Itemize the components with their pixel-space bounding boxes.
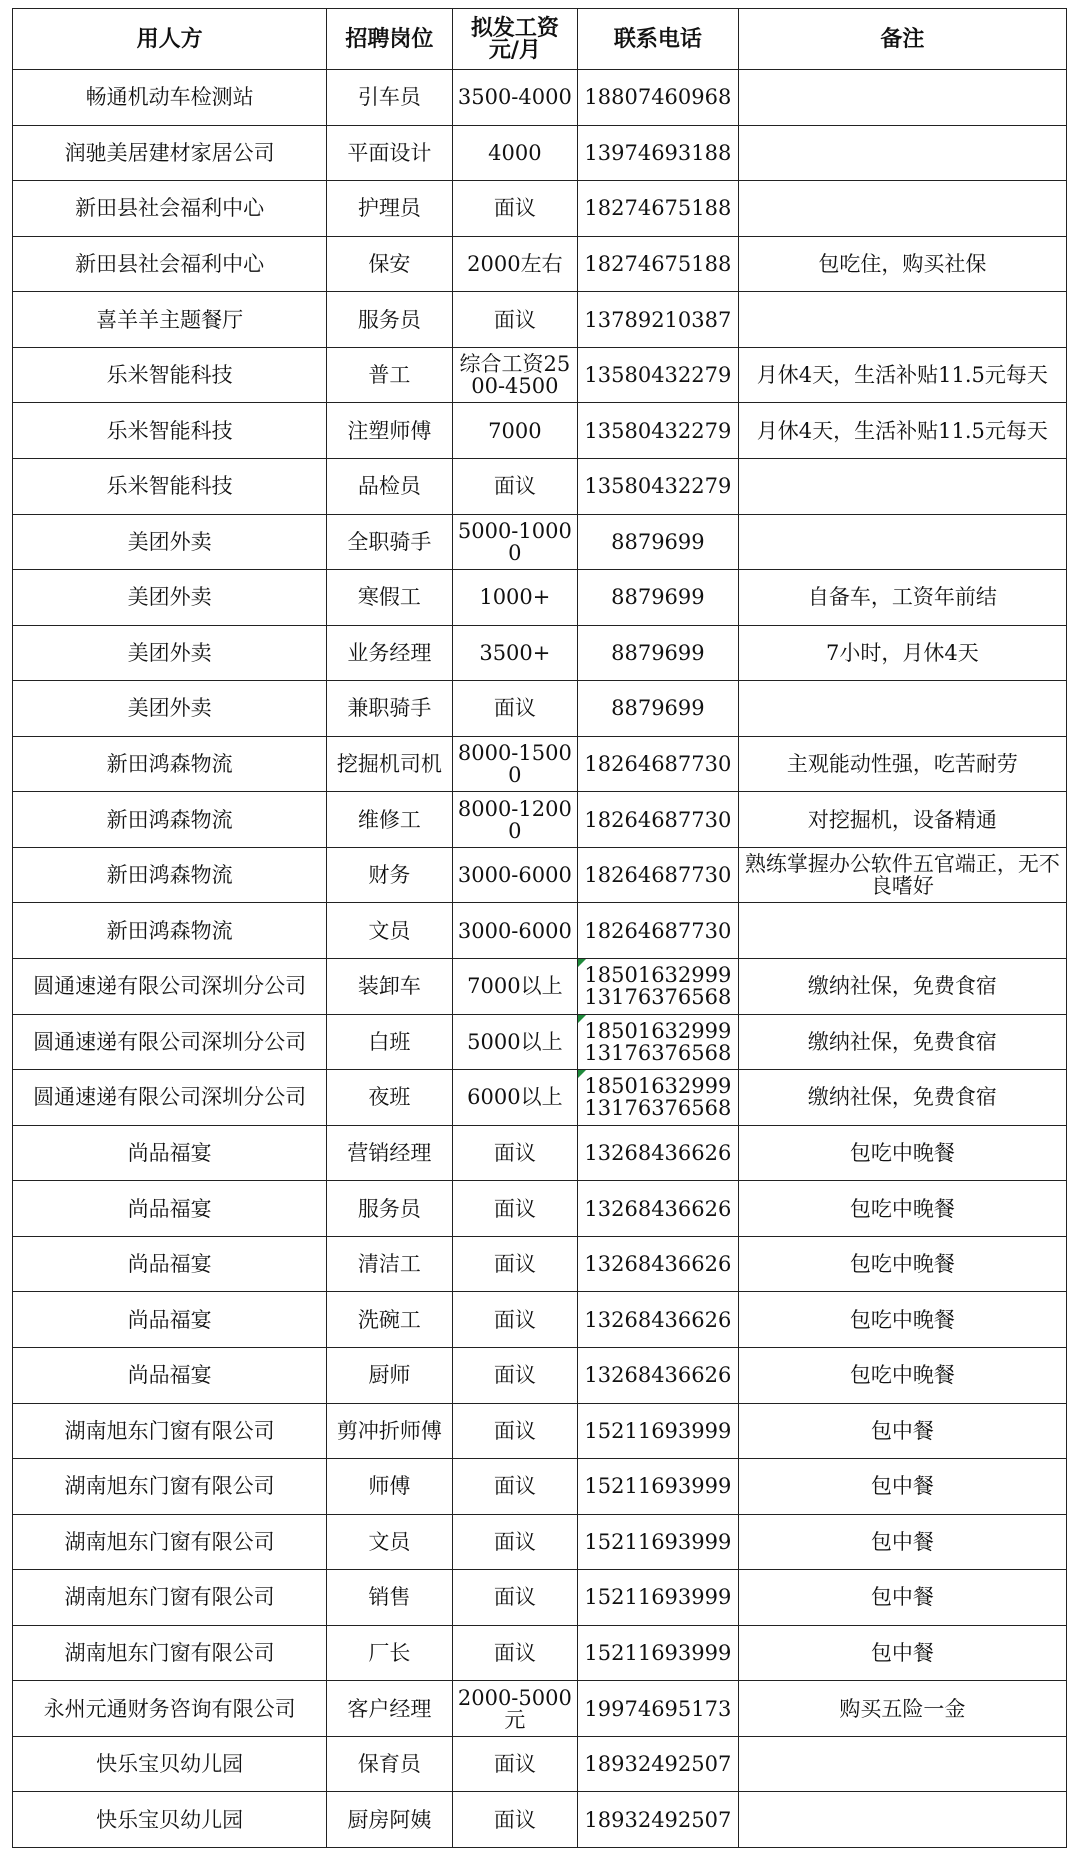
cell-phone: 15211693999: [578, 1570, 739, 1626]
cell-employer: 新田鸿森物流: [13, 792, 327, 848]
cell-position: 业务经理: [327, 625, 452, 681]
cell-employer: 尚品福宴: [13, 1125, 327, 1181]
cell-phone: 18264687730: [578, 736, 739, 792]
cell-position: 财务: [327, 847, 452, 903]
cell-position: 文员: [327, 903, 452, 959]
cell-position: 白班: [327, 1014, 452, 1070]
cell-phone: 8879699: [578, 681, 739, 737]
cell-salary: 4000: [452, 125, 577, 181]
cell-position: 注塑师傅: [327, 403, 452, 459]
cell-note: [738, 514, 1066, 570]
cell-phone: 8879699: [578, 514, 739, 570]
cell-note: 缴纳社保，免费食宿: [738, 1014, 1066, 1070]
table-row: [13, 292, 1067, 348]
cell-phone: 13580432279: [578, 347, 739, 403]
table-row: [13, 625, 1067, 681]
cell-salary: 面议: [452, 1792, 577, 1848]
cell-employer: 乐米智能科技: [13, 458, 327, 514]
table-row: [13, 125, 1067, 181]
table-row: [13, 1125, 1067, 1181]
cell-position: 营销经理: [327, 1125, 452, 1181]
cell-phone: 18274675188: [578, 236, 739, 292]
cell-phone: 19974695173: [578, 1681, 739, 1737]
cell-note: 对挖掘机，设备精通: [738, 792, 1066, 848]
cell-position: 保安: [327, 236, 452, 292]
cell-phone: 18932492507: [578, 1736, 739, 1792]
cell-position: 兼职骑手: [327, 681, 452, 737]
cell-employer: 美团外卖: [13, 514, 327, 570]
cell-note: 自备车，工资年前结: [738, 570, 1066, 626]
cell-salary: 面议: [452, 181, 577, 237]
cell-phone: 18501632999 13176376568: [578, 1014, 739, 1070]
cell-note: [738, 181, 1066, 237]
cell-phone: 18264687730: [578, 792, 739, 848]
cell-salary: 面议: [452, 681, 577, 737]
cell-position: 护理员: [327, 181, 452, 237]
cell-employer: 美团外卖: [13, 570, 327, 626]
cell-employer: 喜羊羊主题餐厅: [13, 292, 327, 348]
table-row: [13, 792, 1067, 848]
cell-phone: 18501632999 13176376568: [578, 1070, 739, 1126]
cell-note: [738, 292, 1066, 348]
cell-phone: 8879699: [578, 625, 739, 681]
table-row: [13, 1736, 1067, 1792]
table-row: [13, 70, 1067, 126]
cell-phone: 18932492507: [578, 1792, 739, 1848]
cell-salary: 2000左右: [452, 236, 577, 292]
header-employer: 用人方: [13, 9, 327, 70]
cell-note: 购买五险一金: [738, 1681, 1066, 1737]
cell-salary: 8000-12000: [452, 792, 577, 848]
cell-employer: 畅通机动车检测站: [13, 70, 327, 126]
table-row: [13, 847, 1067, 903]
table-row: [13, 458, 1067, 514]
cell-salary: 6000以上: [452, 1070, 577, 1126]
cell-salary: 面议: [452, 1570, 577, 1626]
cell-position: 文员: [327, 1514, 452, 1570]
cell-phone: 18501632999 13176376568: [578, 959, 739, 1015]
cell-position: 客户经理: [327, 1681, 452, 1737]
table-row: [13, 570, 1067, 626]
cell-phone: 13268436626: [578, 1125, 739, 1181]
cell-employer: 圆通速递有限公司深圳分公司: [13, 959, 327, 1015]
cell-phone: 13580432279: [578, 403, 739, 459]
cell-note: 包吃中晚餐: [738, 1181, 1066, 1237]
header-position: 招聘岗位: [327, 9, 452, 70]
cell-employer: 润驰美居建材家居公司: [13, 125, 327, 181]
header-note: 备注: [738, 9, 1066, 70]
cell-position: 维修工: [327, 792, 452, 848]
cell-note: [738, 681, 1066, 737]
cell-note: 包吃中晚餐: [738, 1236, 1066, 1292]
table-row: [13, 1236, 1067, 1292]
cell-employer: 新田县社会福利中心: [13, 181, 327, 237]
cell-employer: 美团外卖: [13, 681, 327, 737]
cell-position: 厨师: [327, 1347, 452, 1403]
cell-salary: 面议: [452, 1347, 577, 1403]
cell-position: 保育员: [327, 1736, 452, 1792]
cell-note: 包中餐: [738, 1570, 1066, 1626]
cell-position: 销售: [327, 1570, 452, 1626]
cell-phone: 13580432279: [578, 458, 739, 514]
cell-position: 服务员: [327, 292, 452, 348]
cell-phone: 13268436626: [578, 1347, 739, 1403]
cell-salary: 3000-6000: [452, 903, 577, 959]
cell-note: 包吃住，购买社保: [738, 236, 1066, 292]
cell-salary: 面议: [452, 1625, 577, 1681]
table-row: [13, 514, 1067, 570]
cell-employer: 尚品福宴: [13, 1181, 327, 1237]
table-header-row: [13, 9, 1067, 70]
cell-phone: 13974693188: [578, 125, 739, 181]
cell-employer: 尚品福宴: [13, 1347, 327, 1403]
table-row: [13, 1292, 1067, 1348]
table-row: [13, 959, 1067, 1015]
table-row: [13, 403, 1067, 459]
cell-employer: 永州元通财务咨询有限公司: [13, 1681, 327, 1737]
table-row: [13, 1681, 1067, 1737]
cell-phone: 13789210387: [578, 292, 739, 348]
cell-employer: 新田鸿森物流: [13, 903, 327, 959]
header-salary-line1: 拟发工资: [470, 15, 559, 41]
cell-note: 月休4天，生活补贴11.5元每天: [738, 403, 1066, 459]
cell-employer: 新田鸿森物流: [13, 847, 327, 903]
header-salary: [452, 9, 577, 70]
cell-phone: 18274675188: [578, 181, 739, 237]
table-row: [13, 1625, 1067, 1681]
cell-phone: 15211693999: [578, 1514, 739, 1570]
cell-salary: 8000-15000: [452, 736, 577, 792]
cell-employer: 乐米智能科技: [13, 403, 327, 459]
cell-salary: 面议: [452, 1514, 577, 1570]
cell-note: 包中餐: [738, 1514, 1066, 1570]
cell-employer: 圆通速递有限公司深圳分公司: [13, 1070, 327, 1126]
cell-employer: 湖南旭东门窗有限公司: [13, 1625, 327, 1681]
table-row: [13, 681, 1067, 737]
cell-employer: 湖南旭东门窗有限公司: [13, 1514, 327, 1570]
table-row: [13, 903, 1067, 959]
table-row: [13, 1403, 1067, 1459]
table-row: [13, 1347, 1067, 1403]
table-row: [13, 1181, 1067, 1237]
cell-employer: 湖南旭东门窗有限公司: [13, 1570, 327, 1626]
cell-salary: 面议: [452, 1459, 577, 1515]
cell-phone: 18264687730: [578, 903, 739, 959]
cell-employer: 湖南旭东门窗有限公司: [13, 1459, 327, 1515]
cell-employer: 尚品福宴: [13, 1292, 327, 1348]
cell-position: 厂长: [327, 1625, 452, 1681]
cell-phone: 15211693999: [578, 1459, 739, 1515]
cell-note: 熟练掌握办公软件五官端正，无不良嗜好: [738, 847, 1066, 903]
cell-position: 师傅: [327, 1459, 452, 1515]
cell-employer: 新田县社会福利中心: [13, 236, 327, 292]
cell-position: 全职骑手: [327, 514, 452, 570]
cell-note: [738, 903, 1066, 959]
cell-phone: 13268436626: [578, 1236, 739, 1292]
cell-salary: 面议: [452, 1403, 577, 1459]
cell-position: 服务员: [327, 1181, 452, 1237]
header-salary-line2: 元/月: [488, 37, 541, 63]
cell-note: [738, 1792, 1066, 1848]
cell-employer: 快乐宝贝幼儿园: [13, 1736, 327, 1792]
cell-position: 装卸车: [327, 959, 452, 1015]
cell-salary: 5000以上: [452, 1014, 577, 1070]
cell-note: [738, 70, 1066, 126]
cell-phone: 18264687730: [578, 847, 739, 903]
cell-employer: 快乐宝贝幼儿园: [13, 1792, 327, 1848]
cell-employer: 美团外卖: [13, 625, 327, 681]
cell-note: 缴纳社保，免费食宿: [738, 1070, 1066, 1126]
cell-salary: 面议: [452, 458, 577, 514]
cell-salary: 面议: [452, 1236, 577, 1292]
cell-phone: 18807460968: [578, 70, 739, 126]
cell-salary: 面议: [452, 1125, 577, 1181]
cell-position: 剪冲折师傅: [327, 1403, 452, 1459]
cell-salary: 7000: [452, 403, 577, 459]
cell-position: 洗碗工: [327, 1292, 452, 1348]
cell-salary: 面议: [452, 1292, 577, 1348]
cell-position: 清洁工: [327, 1236, 452, 1292]
cell-employer: 湖南旭东门窗有限公司: [13, 1403, 327, 1459]
header-phone: 联系电话: [578, 9, 739, 70]
cell-salary: 3000-6000: [452, 847, 577, 903]
cell-phone: 13268436626: [578, 1292, 739, 1348]
cell-note: 包吃中晚餐: [738, 1125, 1066, 1181]
cell-employer: 尚品福宴: [13, 1236, 327, 1292]
cell-salary: 2000-5000元: [452, 1681, 577, 1737]
table-row: [13, 1070, 1067, 1126]
table-row: [13, 1014, 1067, 1070]
table-row: [13, 1514, 1067, 1570]
cell-salary: 3500+: [452, 625, 577, 681]
cell-phone: 8879699: [578, 570, 739, 626]
cell-phone: 15211693999: [578, 1625, 739, 1681]
cell-note: [738, 125, 1066, 181]
cell-employer: 圆通速递有限公司深圳分公司: [13, 1014, 327, 1070]
cell-salary: 综合工资2500-4500: [452, 347, 577, 403]
cell-note: [738, 1736, 1066, 1792]
cell-note: 包吃中晚餐: [738, 1347, 1066, 1403]
cell-position: 普工: [327, 347, 452, 403]
table-row: [13, 1792, 1067, 1848]
cell-note: 月休4天，生活补贴11.5元每天: [738, 347, 1066, 403]
cell-salary: 面议: [452, 1181, 577, 1237]
cell-note: [738, 458, 1066, 514]
cell-salary: 3500-4000: [452, 70, 577, 126]
cell-note: 7小时，月休4天: [738, 625, 1066, 681]
job-listing-table: [12, 8, 1067, 1848]
cell-salary: 面议: [452, 1736, 577, 1792]
cell-position: 平面设计: [327, 125, 452, 181]
table-row: [13, 1459, 1067, 1515]
cell-salary: 5000-10000: [452, 514, 577, 570]
cell-position: 夜班: [327, 1070, 452, 1126]
cell-position: 挖掘机司机: [327, 736, 452, 792]
cell-note: 包中餐: [738, 1625, 1066, 1681]
table-row: [13, 181, 1067, 237]
cell-note: 主观能动性强，吃苦耐劳: [738, 736, 1066, 792]
cell-position: 品检员: [327, 458, 452, 514]
cell-salary: 1000+: [452, 570, 577, 626]
cell-position: 厨房阿姨: [327, 1792, 452, 1848]
table-row: [13, 1570, 1067, 1626]
cell-employer: 新田鸿森物流: [13, 736, 327, 792]
table-row: [13, 236, 1067, 292]
cell-note: 包中餐: [738, 1459, 1066, 1515]
cell-position: 引车员: [327, 70, 452, 126]
cell-salary: 7000以上: [452, 959, 577, 1015]
cell-phone: 13268436626: [578, 1181, 739, 1237]
cell-note: 包中餐: [738, 1403, 1066, 1459]
cell-note: 包吃中晚餐: [738, 1292, 1066, 1348]
cell-employer: 乐米智能科技: [13, 347, 327, 403]
table-row: [13, 347, 1067, 403]
table-body: [13, 70, 1067, 1848]
cell-salary: 面议: [452, 292, 577, 348]
cell-note: 缴纳社保，免费食宿: [738, 959, 1066, 1015]
cell-position: 寒假工: [327, 570, 452, 626]
cell-phone: 15211693999: [578, 1403, 739, 1459]
table-row: [13, 736, 1067, 792]
